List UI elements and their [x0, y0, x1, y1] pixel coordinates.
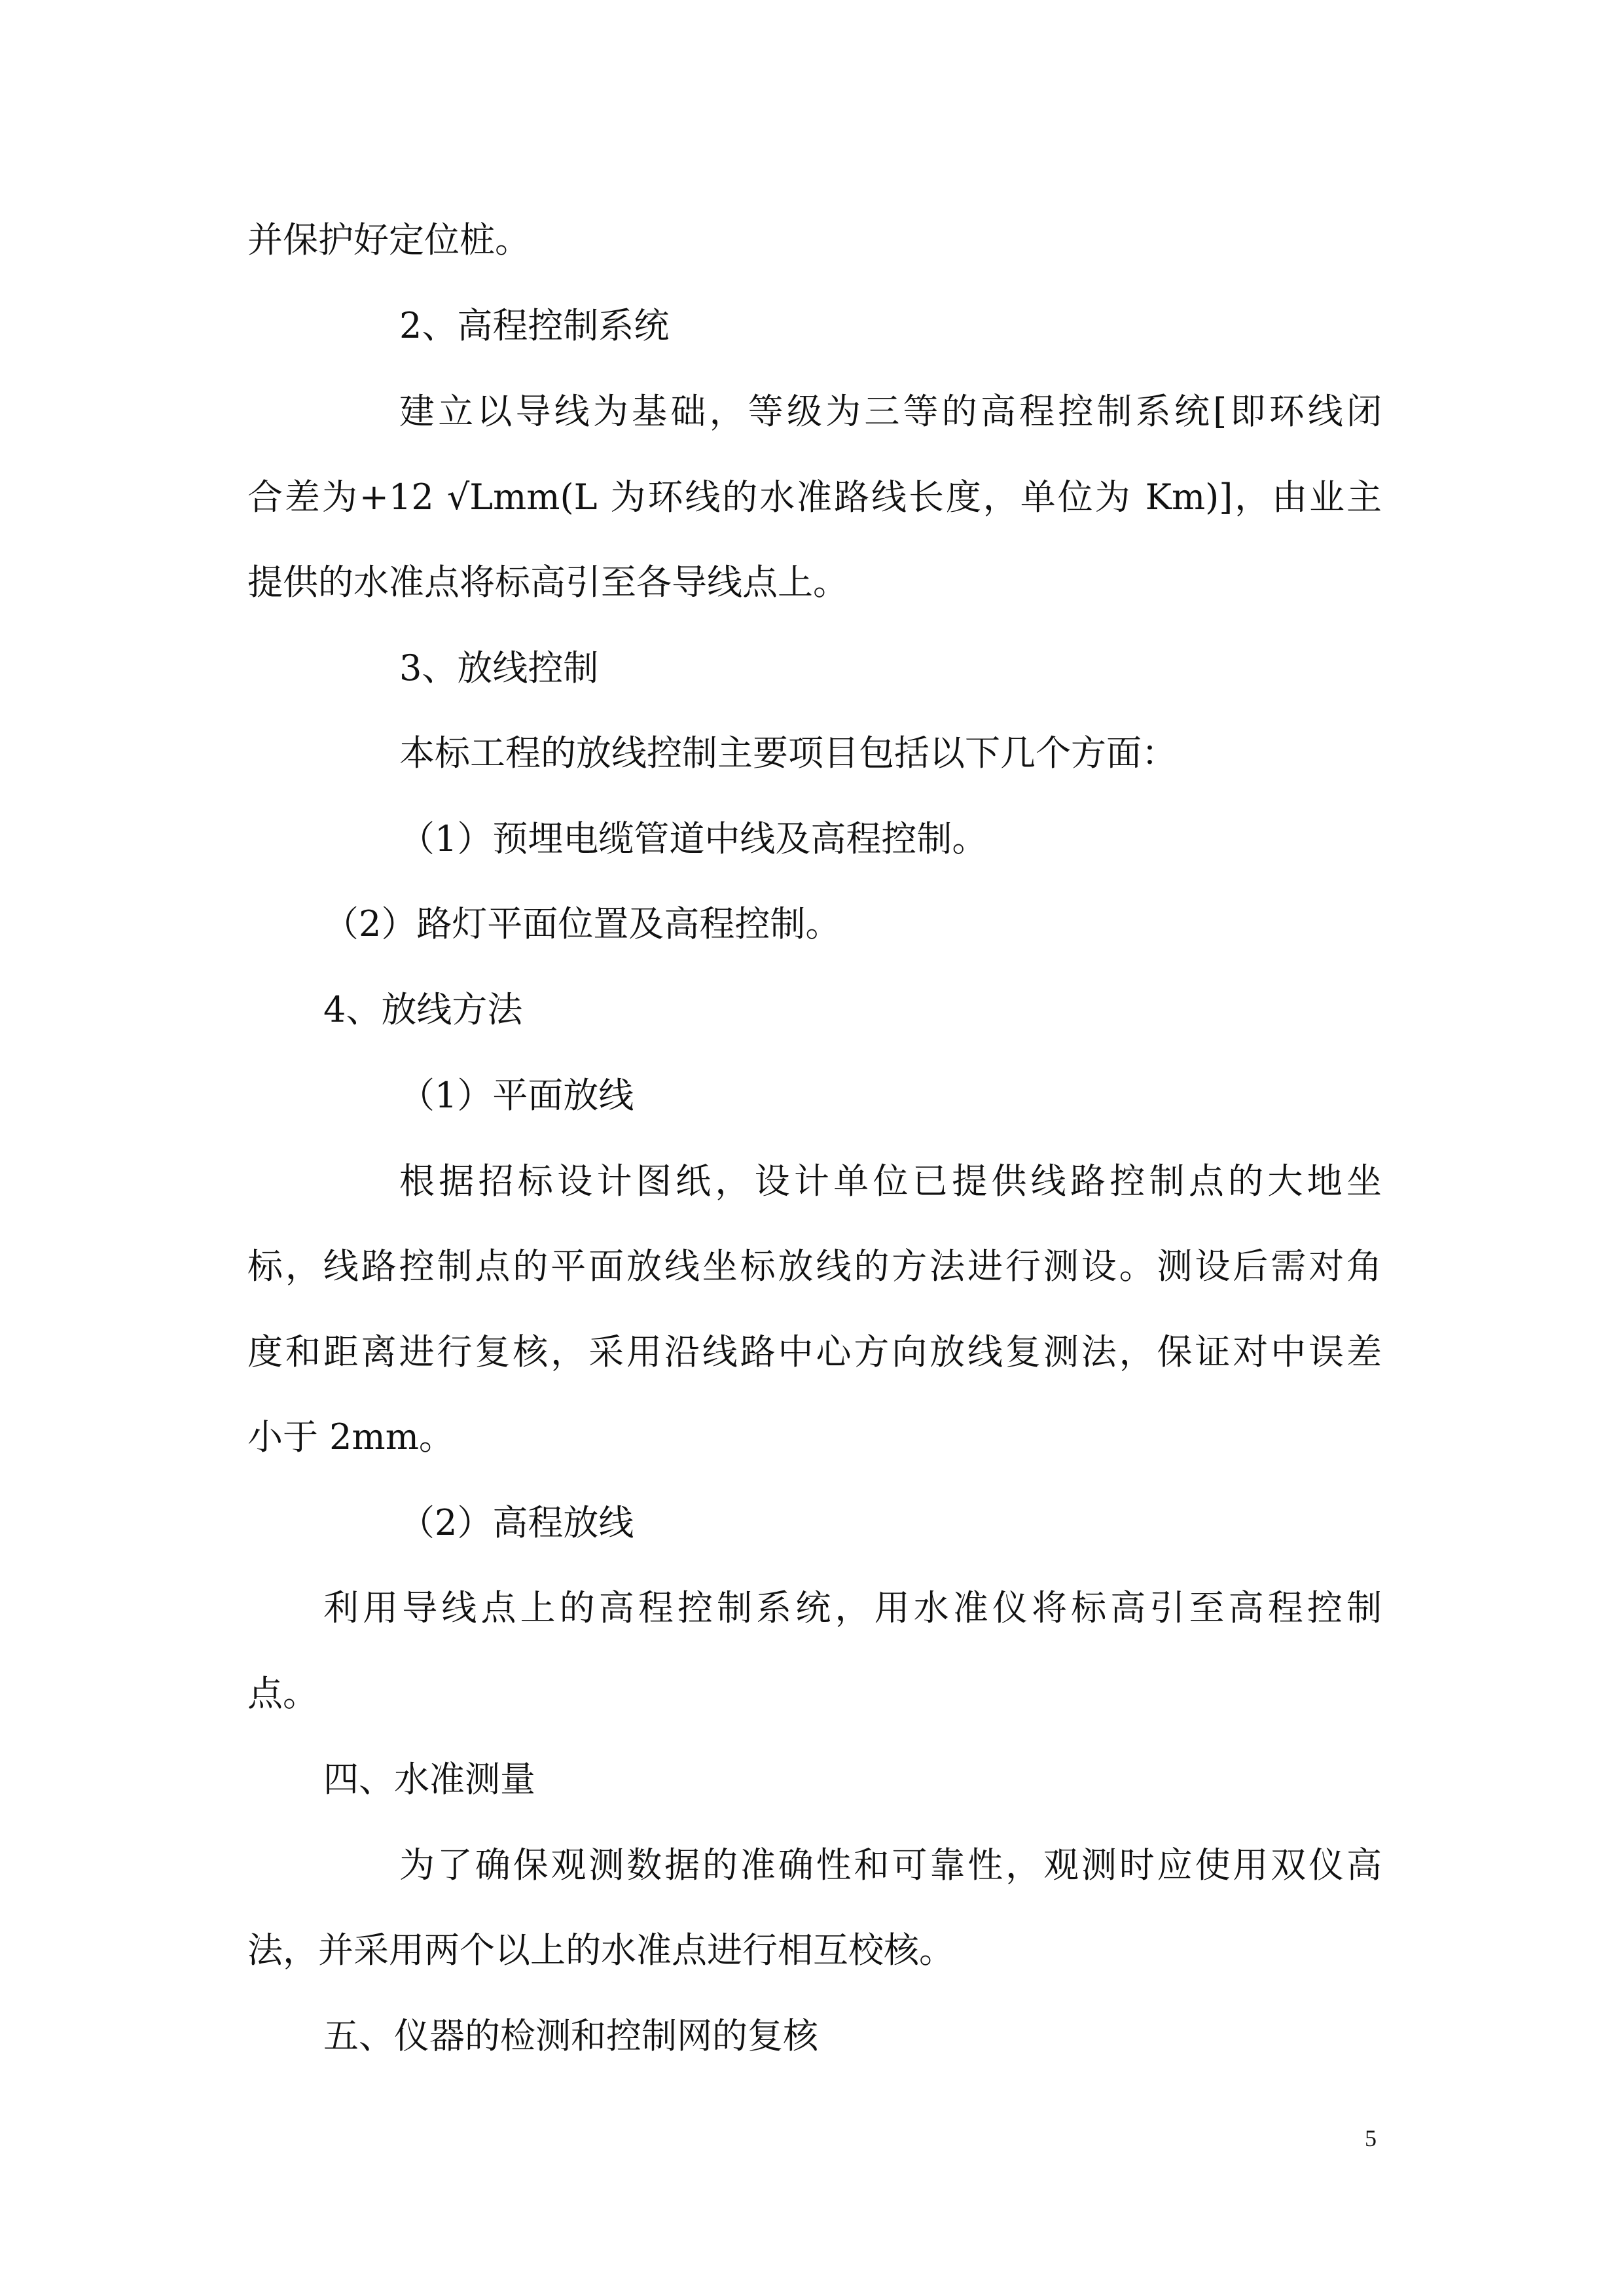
text-line-15: 小于 2mm。 — [247, 1416, 454, 1458]
page-number: 5 — [1365, 2125, 1377, 2151]
text-line-4: 合差为+12 √Lmm(L 为环线的水准路线长度，单位为 Km)]，由业主 — [247, 476, 1382, 518]
list-item-1: （1）预埋电缆管道中线及高程控制。 — [399, 818, 988, 859]
text-line-7: 本标工程的放线控制主要项目包括以下几个方面： — [399, 732, 1177, 774]
text-line-18: 点。 — [247, 1673, 318, 1714]
text-line-13: 标，线路控制点的平面放线坐标放线的方法进行测设。测设后需对角 — [247, 1246, 1382, 1287]
text-line-5: 提供的水准点将标高引至各导线点上。 — [247, 562, 848, 603]
text-line-21: 法，并采用两个以上的水准点进行相互校核。 — [247, 1929, 954, 1971]
subheading-plane-layout: （1）平面放线 — [399, 1075, 634, 1116]
text-line-3: 建立以导线为基础，等级为三等的高程控制系统[即环线闭 — [399, 391, 1382, 432]
text-line-20: 为了确保观测数据的准确性和可靠性，观测时应使用双仪高 — [399, 1844, 1382, 1886]
text-line-12: 根据招标设计图纸，设计单位已提供线路控制点的大地坐 — [399, 1160, 1382, 1202]
heading-instrument-check: 五、仪器的检测和控制网的复核 — [323, 2015, 818, 2056]
heading-leveling-survey: 四、水准测量 — [323, 1759, 535, 1800]
text-line-1: 并保护好定位桩。 — [247, 219, 530, 260]
subheading-elevation-layout: （2）高程放线 — [399, 1502, 634, 1543]
heading-layout-method: 4、放线方法 — [323, 989, 523, 1030]
text-line-17: 利用导线点上的高程控制系统，用水准仪将标高引至高程控制 — [323, 1587, 1382, 1628]
heading-layout-control: 3、放线控制 — [399, 647, 599, 689]
text-line-14: 度和距离进行复核，采用沿线路中心方向放线复测法，保证对中误差 — [247, 1331, 1382, 1372]
heading-elevation-control: 2、高程控制系统 — [399, 305, 670, 346]
list-item-2: （2）路灯平面位置及高程控制。 — [323, 903, 841, 944]
